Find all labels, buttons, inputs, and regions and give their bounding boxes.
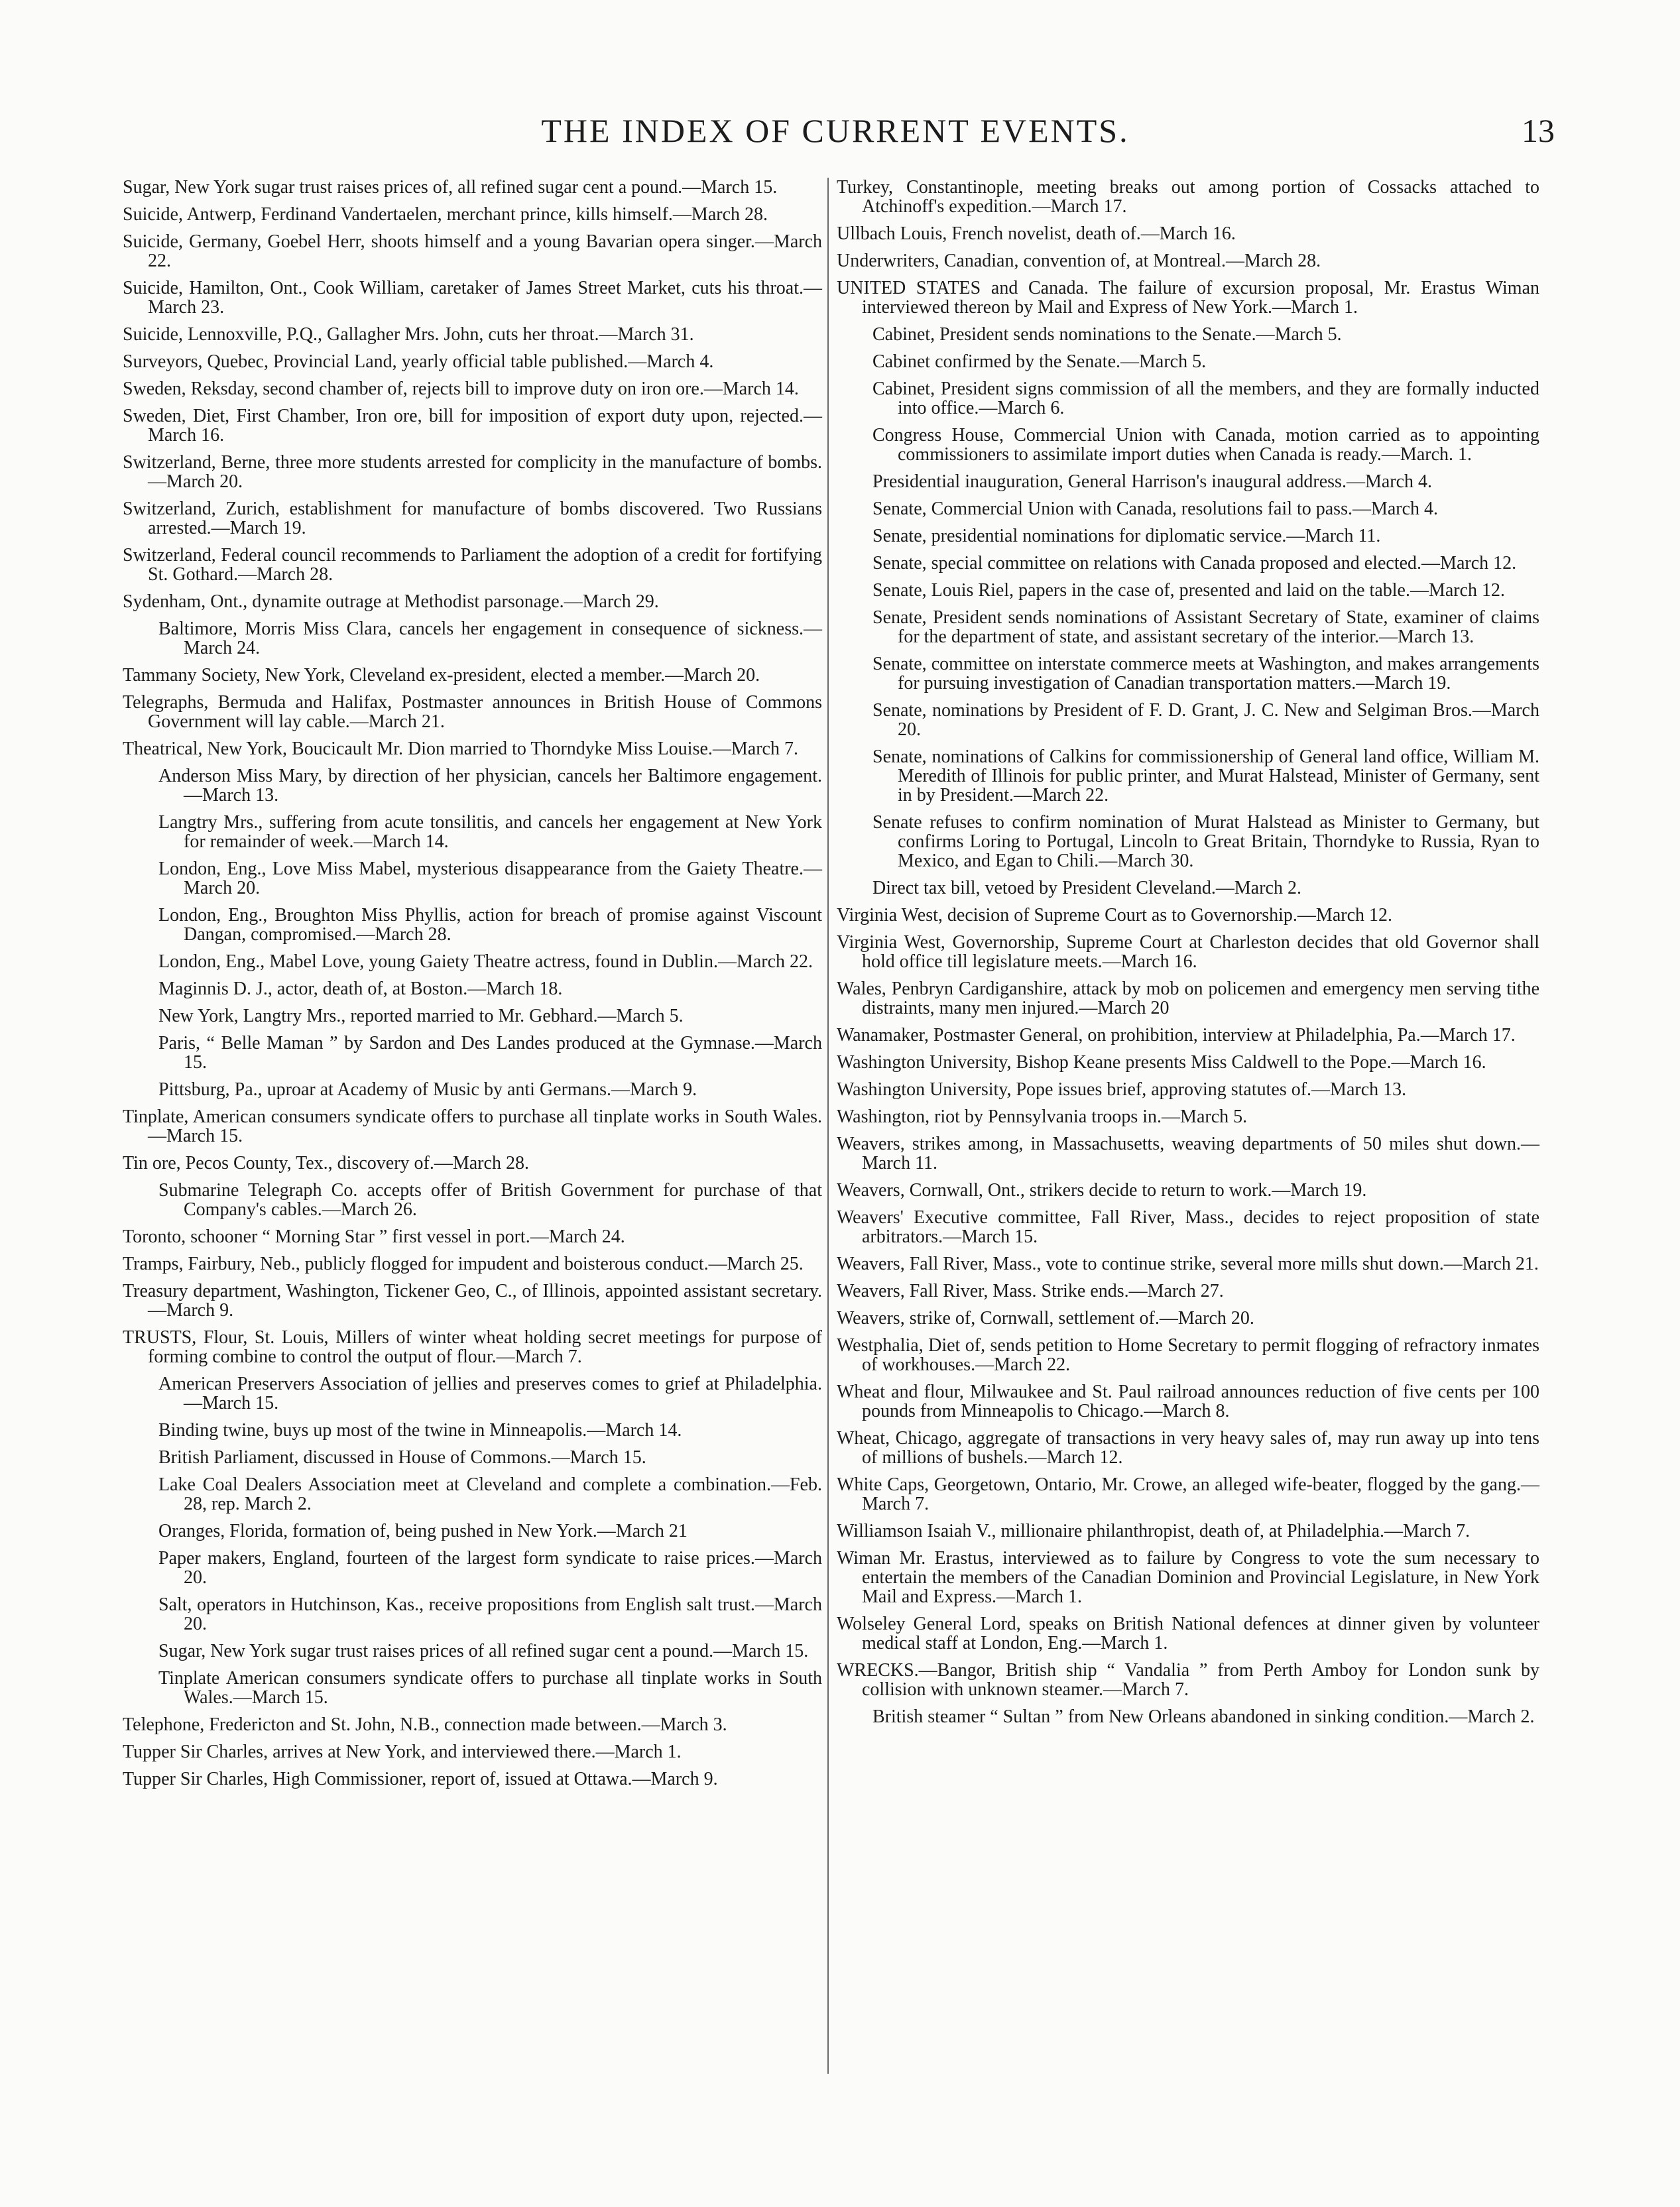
left-column — [123, 178, 822, 1797]
index-subentry: British Parliament, discussed in House of Commons.—March 15. — [158, 1447, 646, 1468]
index-entry: Suicide, Germany, Goebel Herr, shoots himself and a young Bavarian opera singer.—March 22. — [123, 231, 822, 271]
index-entry: Theatrical, New York, Boucicault Mr. Dion married to Thorndyke Miss Louise.—March 7. — [123, 739, 798, 759]
index-subentry: American Preservers Association of jellies and preserves comes to grief at Philadelphia.—March 15. — [158, 1374, 822, 1413]
index-entry: Treasury department, Washington, Tickener Geo, C., of Illinois, appointed assistant secretary.—March 9. — [123, 1281, 822, 1321]
index-entry: Virginia West, decision of Supreme Court as to Governorship.—March 12. — [837, 905, 1393, 925]
index-subentry: London, Eng., Love Miss Mabel, mysterious disappearance from the Gaiety Theatre.—March 20. — [158, 859, 822, 898]
index-entry: Underwriters, Canadian, convention of, at Montreal.—March 28. — [837, 251, 1321, 271]
index-entry: UNITED STATES and Canada. The failure of excursion proposal, Mr. Erastus Wiman interviewed thereon by Mail and Express of New York.—March 1. — [837, 278, 1539, 318]
index-subentry: Binding twine, buys up most of the twine in Minneapolis.—March 14. — [158, 1420, 682, 1441]
page-header — [116, 99, 1555, 159]
index-subentry: Lake Coal Dealers Association meet at Cleveland and complete a combination.—Feb. 28, rep. March 2. — [158, 1474, 822, 1514]
index-entry: Tammany Society, New York, Cleveland ex-president, elected a member.—March 20. — [123, 665, 760, 686]
index-subentry: London, Eng., Mabel Love, young Gaiety Theatre actress, found in Dublin.—March 22. — [158, 951, 813, 972]
index-entry: Weavers, Cornwall, Ont., strikers decide to return to work.—March 19. — [837, 1180, 1367, 1201]
index-entry: Washington University, Bishop Keane presents Miss Caldwell to the Pope.—March 16. — [837, 1052, 1486, 1073]
index-subentry: Senate, nominations of Calkins for commissionership of General land office, William M. Meredith of Illinois for public printer, and Murat Halstead, Minister of Germany, sent in by President.—March 22. — [872, 746, 1539, 805]
index-entry: Telephone, Fredericton and St. John, N.B., connection made between.—March 3. — [123, 1714, 727, 1735]
index-subentry: Senate, Louis Riel, papers in the case of, presented and laid on the table.—March 12. — [872, 580, 1506, 601]
index-entry: Wiman Mr. Erastus, interviewed as to failure by Congress to vote the sum necessary to entertain the members of the Canadian Dominion and Provincial Legislature, in New York Mail and Express.—March 1. — [837, 1548, 1539, 1607]
index-entry: Suicide, Hamilton, Ont., Cook William, caretaker of James Street Market, cuts his throat.—March 23. — [123, 278, 822, 318]
index-subentry: Tinplate American consumers syndicate offers to purchase all tinplate works in South Wales.—March 15. — [158, 1668, 822, 1708]
index-entry: Sydenham, Ont., dynamite outrage at Methodist parsonage.—March 29. — [123, 591, 659, 612]
index-entry: White Caps, Georgetown, Ontario, Mr. Crowe, an alleged wife-beater, flogged by the gang.—March 7. — [837, 1474, 1539, 1514]
index-subentry: Langtry Mrs., suffering from acute tonsilitis, and cancels her engagement at New York for remainder of week.—March 14. — [158, 812, 822, 852]
index-entry: Sweden, Diet, First Chamber, Iron ore, bill for imposition of export duty upon, rejected.—March 16. — [123, 406, 822, 446]
index-entry: Weavers' Executive committee, Fall River, Mass., decides to reject proposition of state arbitrators.—March 15. — [837, 1207, 1539, 1247]
index-entry: Virginia West, Governorship, Supreme Court at Charleston decides that old Governor shall hold office till legislature meets.—March 16. — [837, 932, 1539, 972]
index-entry: Surveyors, Quebec, Provincial Land, yearly official table published.—March 4. — [123, 351, 714, 372]
page-title: THE INDEX OF CURRENT EVENTS. — [541, 112, 1130, 149]
index-entry: Suicide, Lennoxville, P.Q., Gallagher Mrs. John, cuts her throat.—March 31. — [123, 324, 694, 345]
index-entry: Wheat and flour, Milwaukee and St. Paul railroad announces reduction of five cents per 100 pounds from Minneapolis to Chicago.—March 8. — [837, 1382, 1539, 1421]
index-subentry: Cabinet, President sends nominations to the Senate.—March 5. — [872, 324, 1342, 345]
index-subentry: Senate, presidential nominations for diplomatic service.—March 11. — [872, 526, 1381, 546]
index-entry: Tin ore, Pecos County, Tex., discovery of.—March 28. — [123, 1153, 529, 1173]
right-column — [837, 178, 1539, 1734]
index-entry: Tinplate, American consumers syndicate offers to purchase all tinplate works in South Wales.—March 15. — [123, 1106, 822, 1146]
index-subentry: Pittsburg, Pa., uproar at Academy of Music by anti Germans.—March 9. — [158, 1079, 697, 1100]
index-subentry: London, Eng., Broughton Miss Phyllis, action for breach of promise against Viscount Dangan, compromised.—March 28. — [158, 905, 822, 945]
index-entry: Wheat, Chicago, aggregate of transactions in very heavy sales of, may run away up into tens of millions of bushels.—March 12. — [837, 1428, 1539, 1468]
index-entry: Ullbach Louis, French novelist, death of.—March 16. — [837, 223, 1236, 244]
index-entry: Wanamaker, Postmaster General, on prohibition, interview at Philadelphia, Pa.—March 17. — [837, 1025, 1516, 1045]
index-entry: Williamson Isaiah V., millionaire philanthropist, death of, at Philadelphia.—March 7. — [837, 1521, 1470, 1541]
index-entry: Wales, Penbryn Cardiganshire, attack by mob on policemen and emergency men serving tithe distraints, many men injured.—March 20 — [837, 979, 1539, 1018]
index-subentry: Senate, Commercial Union with Canada, resolutions fail to pass.—March 4. — [872, 499, 1439, 519]
index-subentry: Baltimore, Morris Miss Clara, cancels her engagement in consequence of sickness.—March 24. — [158, 619, 822, 658]
index-entry: Washington, riot by Pennsylvania troops in.—March 5. — [837, 1106, 1248, 1127]
index-entry: Weavers, strikes among, in Massachusetts, weaving departments of 50 miles shut down.—March 11. — [837, 1134, 1539, 1173]
page-number: 13 — [1522, 112, 1555, 149]
column-divider — [827, 178, 829, 2074]
index-subentry: Congress House, Commercial Union with Canada, motion carried as to appointing commissioners to assimilate import duties when Canada is ready.—March. 1. — [872, 425, 1539, 465]
index-entry: TRUSTS, Flour, St. Louis, Millers of winter wheat holding secret meetings for purpose of forming combine to control the output of flour.—March 7. — [123, 1327, 822, 1367]
index-subentry: Cabinet, President signs commission of all the members, and they are formally inducted into office.—March 6. — [872, 379, 1539, 418]
index-entry: Suicide, Antwerp, Ferdinand Vandertaelen, merchant prince, kills himself.—March 28. — [123, 204, 768, 225]
index-entry: Weavers, Fall River, Mass. Strike ends.—March 27. — [837, 1281, 1224, 1301]
index-entry: Switzerland, Zurich, establishment for manufacture of bombs discovered. Two Russians arrested.—March 19. — [123, 499, 822, 538]
index-subentry: Presidential inauguration, General Harrison's inaugural address.—March 4. — [872, 471, 1433, 492]
index-subentry: Salt, operators in Hutchinson, Kas., receive propositions from English salt trust.—March 20. — [158, 1594, 822, 1634]
index-entry: Toronto, schooner “ Morning Star ” first vessel in port.—March 24. — [123, 1226, 625, 1247]
index-subentry: Senate, President sends nominations of Assistant Secretary of State, examiner of claims for the department of state, and assistant secretary of the interior.—March 13. — [872, 607, 1539, 647]
index-subentry: Submarine Telegraph Co. accepts offer of British Government for purchase of that Company's cables.—March 26. — [158, 1180, 822, 1220]
index-subentry: Senate refuses to confirm nomination of Murat Halstead as Minister to Germany, but confirms Loring to Portugal, Lincoln to Great Britain, Thorndyke to Russia, Ryan to Mexico, and Egan to Chili.—March 30. — [872, 812, 1539, 871]
index-entry: Wolseley General Lord, speaks on British National defences at dinner given by volunteer medical staff at London, Eng.—March 1. — [837, 1614, 1539, 1653]
index-entry: Turkey, Constantinople, meeting breaks out among portion of Cossacks attached to Atchinoff's expedition.—March 17. — [837, 177, 1539, 217]
index-entry: Tupper Sir Charles, arrives at New York, and interviewed there.—March 1. — [123, 1742, 682, 1762]
index-subentry: Senate, committee on interstate commerce meets at Washington, and makes arrangements for pursuing investigation of Canadian transportation matters.—March 19. — [872, 654, 1539, 693]
index-subentry: British steamer “ Sultan ” from New Orleans abandoned in sinking condition.—March 2. — [872, 1706, 1535, 1727]
index-subentry: Maginnis D. J., actor, death of, at Boston.—March 18. — [158, 979, 563, 999]
index-entry: WRECKS.—Bangor, British ship “ Vandalia ” from Perth Amboy for London sunk by collision with unknown steamer.—March 7. — [837, 1660, 1539, 1700]
index-entry: Weavers, strike of, Cornwall, settlement of.—March 20. — [837, 1308, 1254, 1329]
index-subentry: Paris, “ Belle Maman ” by Sardon and Des Landes produced at the Gymnase.—March 15. — [158, 1033, 822, 1073]
index-entry: Westphalia, Diet of, sends petition to Home Secretary to permit flogging of refractory inmates of workhouses.—March 22. — [837, 1335, 1539, 1375]
index-subentry: Senate, nominations by President of F. D. Grant, J. C. New and Selgiman Bros.—March 20. — [872, 700, 1539, 740]
index-entry: Tramps, Fairbury, Neb., publicly flogged for impudent and boisterous conduct.—March 25. — [123, 1254, 804, 1274]
index-subentry: New York, Langtry Mrs., reported married to Mr. Gebhard.—March 5. — [158, 1006, 684, 1026]
index-entry: Telegraphs, Bermuda and Halifax, Postmaster announces in British House of Commons Government will lay cable.—March 21. — [123, 692, 822, 732]
index-entry: Tupper Sir Charles, High Commissioner, report of, issued at Ottawa.—March 9. — [123, 1769, 718, 1789]
index-entry: Washington University, Pope issues brief, approving statutes of.—March 13. — [837, 1079, 1407, 1100]
index-subentry: Direct tax bill, vetoed by President Cleveland.—March 2. — [872, 878, 1301, 898]
index-subentry: Paper makers, England, fourteen of the largest form syndicate to raise prices.—March 20. — [158, 1548, 822, 1588]
index-entry: Sugar, New York sugar trust raises prices of, all refined sugar cent a pound.—March 15. — [123, 177, 778, 198]
index-entry: Sweden, Reksday, second chamber of, rejects bill to improve duty on iron ore.—March 14. — [123, 379, 799, 399]
index-subentry: Senate, special committee on relations with Canada proposed and elected.—March 12. — [872, 553, 1517, 573]
index-subentry: Anderson Miss Mary, by direction of her physician, cancels her Baltimore engagement.—March 13. — [158, 766, 822, 805]
index-subentry: Cabinet confirmed by the Senate.—March 5. — [872, 351, 1207, 372]
index-subentry: Sugar, New York sugar trust raises prices of all refined sugar cent a pound.—March 15. — [158, 1641, 809, 1661]
index-entry: Switzerland, Berne, three more students arrested for complicity in the manufacture of bombs.—March 20. — [123, 452, 822, 492]
index-entry: Switzerland, Federal council recommends to Parliament the adoption of a credit for fortifying St. Gothard.—March 28. — [123, 545, 822, 585]
index-subentry: Oranges, Florida, formation of, being pushed in New York.—March 21 — [158, 1521, 688, 1541]
index-entry: Weavers, Fall River, Mass., vote to continue strike, several more mills shut down.—March 21. — [837, 1254, 1539, 1274]
